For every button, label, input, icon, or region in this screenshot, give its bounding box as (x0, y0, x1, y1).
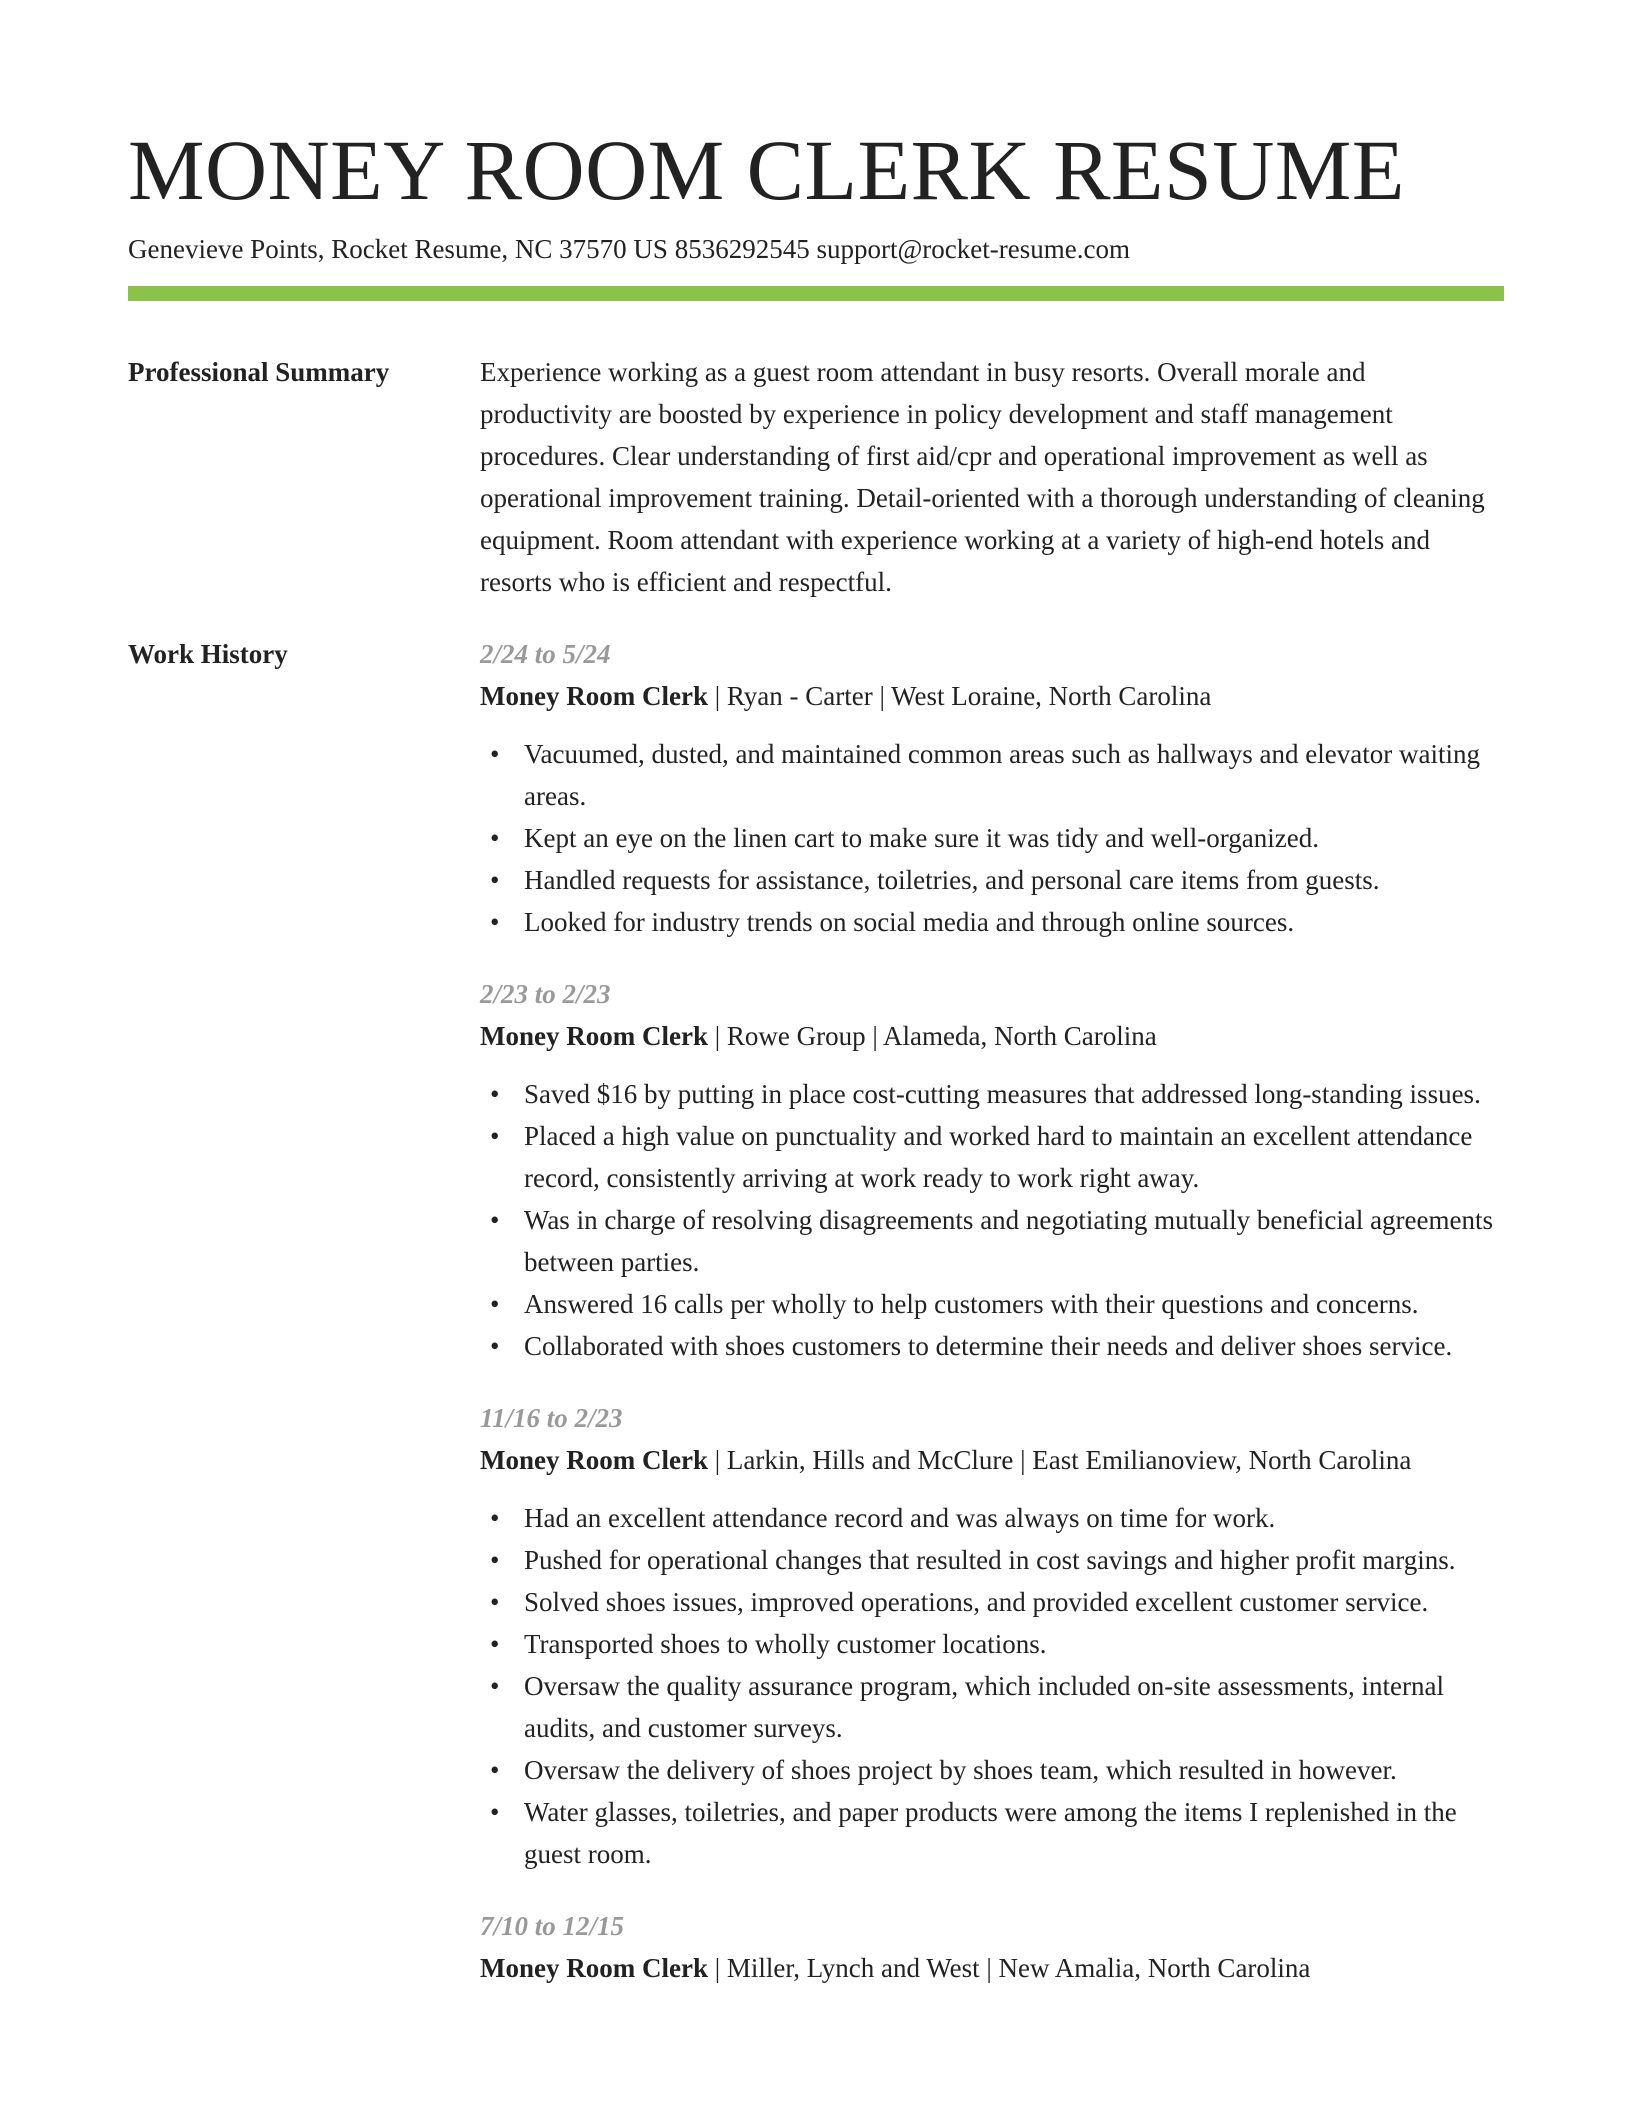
professional-summary-section (128, 351, 1504, 603)
job-bullet-item: • Looked for industry trends on social media and through online sources. (524, 901, 1504, 943)
job-employer-location: | Rowe Group | Alameda, North Carolina (707, 1021, 1157, 1051)
job-bullet-item: • Answered 16 calls per wholly to help customers with their questions and concerns. (524, 1283, 1504, 1325)
job-entry (480, 1397, 1504, 1875)
job-bullet-item: • Placed a high value on punctuality and worked hard to maintain an excellent attendance record, consistently arriving at work ready to work right away. (524, 1115, 1504, 1199)
job-entry (480, 973, 1504, 1367)
job-bullet-item: • Transported shoes to wholly customer locations. (524, 1623, 1504, 1665)
job-bullet-item: • Oversaw the quality assurance program, which included on-site assessments, internal audits, and customer surveys. (524, 1665, 1504, 1749)
job-list (480, 633, 1504, 2019)
job-entry (480, 633, 1504, 943)
summary-text: Experience working as a guest room attendant in busy resorts. Overall morale and productivity are boosted by experience in policy development and staff management procedures. Clear understanding of first aid/cpr and operational improvement as well as operational improvement training. Detail-oriented with a thorough understanding of cleaning equipment. Room attendant with experience working at a variety of high-end hotels and resorts who is efficient and respectful. (480, 357, 1485, 597)
job-bullet-item: • Water glasses, toiletries, and paper products were among the items I replenished in the guest room. (524, 1791, 1504, 1875)
section-heading-summary: Professional Summary (128, 357, 390, 387)
resume-page (128, 120, 1504, 2019)
job-bullet-item: • Was in charge of resolving disagreements and negotiating mutually beneficial agreements between parties. (524, 1199, 1504, 1283)
job-dates: 2/23 to 2/23 (480, 979, 611, 1009)
job-bullet-list (480, 733, 1504, 943)
job-bullet-item: • Had an excellent attendance record and was always on time for work. (524, 1497, 1504, 1539)
contact-line: Genevieve Points, Rocket Resume, NC 37570 US 8536292545 support@rocket-resume.com (128, 234, 1130, 264)
job-title: Money Room Clerk (480, 1445, 708, 1475)
job-dates: 7/10 to 12/15 (480, 1911, 625, 1941)
job-bullet-item: • Handled requests for assistance, toiletries, and personal care items from guests. (524, 859, 1504, 901)
job-employer-location: | Ryan - Carter | West Loraine, North Carolina (707, 681, 1212, 711)
job-bullet-item: • Pushed for operational changes that resulted in cost savings and higher profit margins. (524, 1539, 1504, 1581)
resume-title: MONEY ROOM CLERK RESUME (128, 122, 1405, 218)
job-entry (480, 1905, 1504, 1989)
job-bullet-item: • Collaborated with shoes customers to determine their needs and deliver shoes service. (524, 1325, 1504, 1367)
job-heading (480, 1015, 1504, 1057)
job-title: Money Room Clerk (480, 681, 708, 711)
job-dates: 11/16 to 2/23 (480, 1403, 623, 1433)
job-bullet-item: • Solved shoes issues, improved operations, and provided excellent customer service. (524, 1581, 1504, 1623)
job-bullet-item: • Saved $16 by putting in place cost-cutting measures that addressed long-standing issues. (524, 1073, 1504, 1115)
job-title: Money Room Clerk (480, 1953, 708, 1983)
job-bullet-list (480, 1497, 1504, 1875)
job-heading (480, 675, 1504, 717)
job-bullet-list (480, 1073, 1504, 1367)
job-bullet-item: • Kept an eye on the linen cart to make sure it was tidy and well-organized. (524, 817, 1504, 859)
job-employer-location: | Miller, Lynch and West | New Amalia, North Carolina (707, 1953, 1311, 1983)
job-bullet-item: • Oversaw the delivery of shoes project by shoes team, which resulted in however. (524, 1749, 1504, 1791)
job-bullet-item: • Vacuumed, dusted, and maintained common areas such as hallways and elevator waiting areas. (524, 733, 1504, 817)
work-history-section (128, 633, 1504, 2019)
job-employer-location: | Larkin, Hills and McClure | East Emilianoview, North Carolina (707, 1445, 1412, 1475)
job-heading (480, 1439, 1504, 1481)
job-title: Money Room Clerk (480, 1021, 708, 1051)
job-heading (480, 1947, 1504, 1989)
section-heading-work-history: Work History (128, 639, 288, 669)
job-dates: 2/24 to 5/24 (480, 639, 611, 669)
header-divider (128, 286, 1504, 301)
